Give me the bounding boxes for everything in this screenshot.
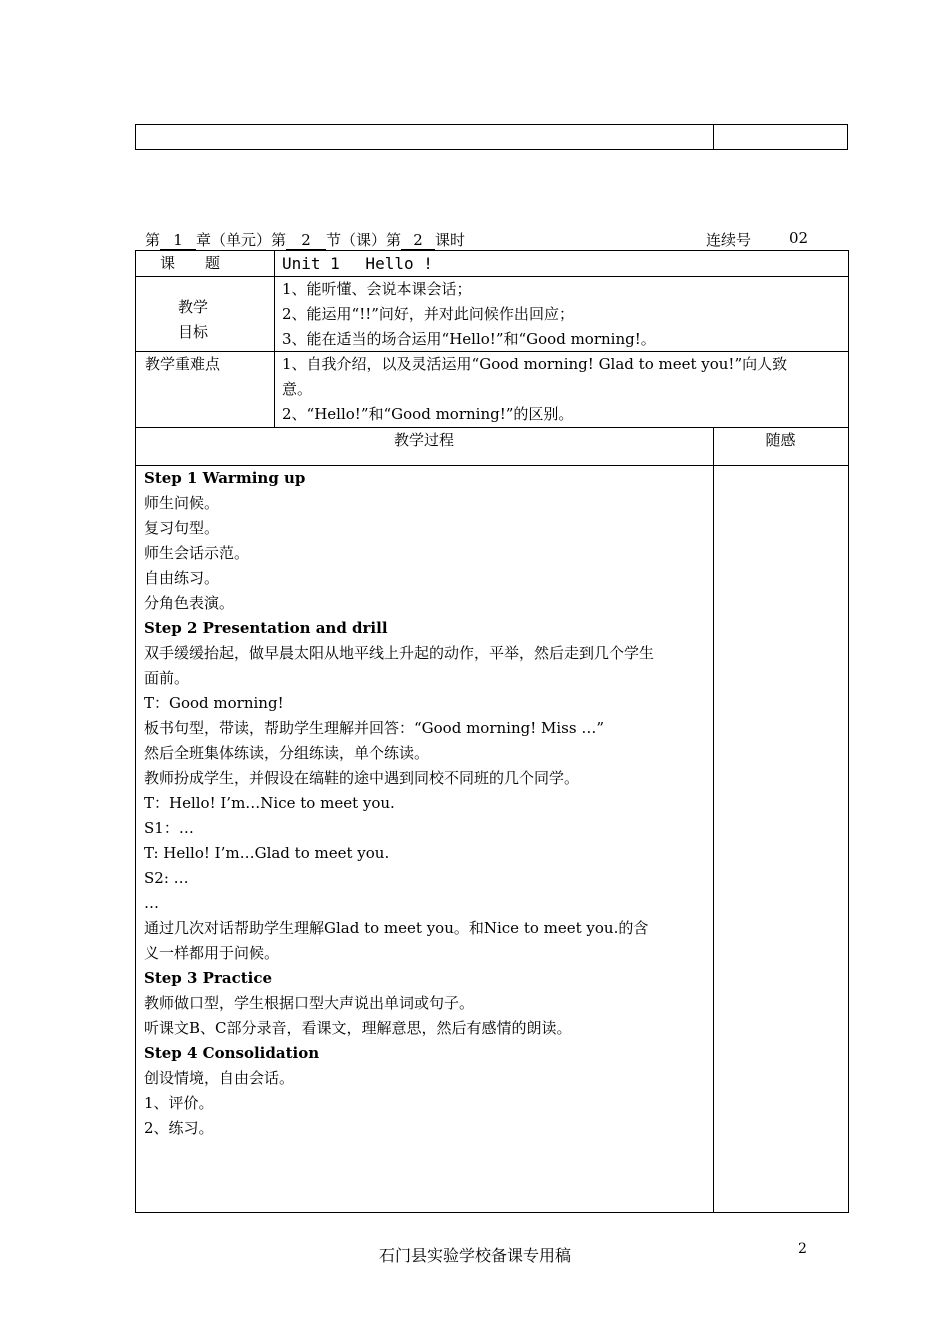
process-line: 创设情境，自由会话。 [144,1069,295,1087]
process-line: 教师扮成学生，并假设在缟鞋的途中遇到同校不同班的几个同学。 [144,769,580,787]
keypoint-item: 2、“Hello!”和“Good morning!”的区别。 [282,405,574,423]
objectives-label-2: 目标 [178,323,209,341]
process-line: 双手缓缓抬起，做早晨太阳从地平线上升起的动作，平举，然后走到几个学生 [144,644,655,662]
objective-item: 2、能运用“!!”问好，并对此问候作出回应； [282,305,574,323]
table-divider [713,125,714,149]
process-line: 面前。 [144,669,190,687]
process-line: 1、评价。 [144,1094,214,1112]
topic-value: Unit 1 Hello ! [282,254,433,273]
keypoints-label: 教学重难点 [145,355,221,373]
objective-item: 3、能在适当的场合运用“Hello!”和“Good morning!。 [282,330,656,348]
process-line: 义一样都用于问候。 [144,944,280,962]
process-line: … [144,894,159,912]
topic-label: 课 题 [160,254,221,272]
process-step-heading: Step 3 Practice [144,969,273,987]
process-line: 教师做口型，学生根据口型大声说出单词或句子。 [144,994,475,1012]
process-line: 听课文B、C部分录音，看课文，理解意思，然后有感情的朗读。 [144,1019,572,1037]
process-line: T：Good morning! [144,694,284,712]
process-line: 师生会话示范。 [144,544,250,562]
process-step-heading: Step 2 Presentation and drill [144,619,388,637]
chapter-suffix: 章（单元）第 [196,231,287,249]
process-line: 复习句型。 [144,519,220,537]
process-step-heading: Step 4 Consolidation [144,1044,320,1062]
section-number: 2 [286,232,326,250]
keypoint-item: 1、自我介绍，以及灵活运用“Good morning! Glad to meet you!”向人致 [282,355,788,373]
keypoint-item: 意。 [282,380,313,398]
footer-title: 石门县实验学校备课专用稿 [378,1246,571,1265]
process-body [144,466,710,1141]
process-header: 教学过程 [393,431,454,449]
notes-header: 随感 [765,431,796,449]
top-empty-table [135,124,848,150]
process-line: 分角色表演。 [144,594,235,612]
process-line: 自由练习。 [144,569,220,587]
process-line: S2: … [144,869,189,887]
process-line: T：Hello! I’m…Nice to meet you. [144,794,395,812]
page-number: 2 [798,1241,807,1257]
process-line: S1：… [144,819,194,837]
objectives-label-1: 教学 [178,298,209,316]
serial-label: 连续号 [706,231,752,249]
objectives-list [282,277,656,352]
process-line: T: Hello! I’m…Glad to meet you. [144,844,390,862]
process-line: 师生问候。 [144,494,220,512]
period-number: 2 [401,232,435,250]
process-line: 2、练习。 [144,1119,214,1137]
process-line: 板书句型，带读，帮助学生理解并回答：“Good morning! Miss …” [144,719,605,737]
keypoints-list [282,352,787,427]
process-step-heading: Step 1 Warming up [144,469,306,487]
header-prefix: 第 [145,231,161,249]
process-line: 然后全班集体练读，分组练读，单个练读。 [144,744,430,762]
chapter-number: 1 [160,232,196,250]
period-suffix: 课时 [435,231,466,249]
objective-item: 1、能听懂、会说本课会话； [282,280,472,298]
section-suffix: 节（课）第 [326,231,402,249]
process-line: 通过几次对话帮助学生理解Glad to meet you。和Nice to meet you.的含 [144,919,649,937]
serial-value: 02 [789,229,809,247]
